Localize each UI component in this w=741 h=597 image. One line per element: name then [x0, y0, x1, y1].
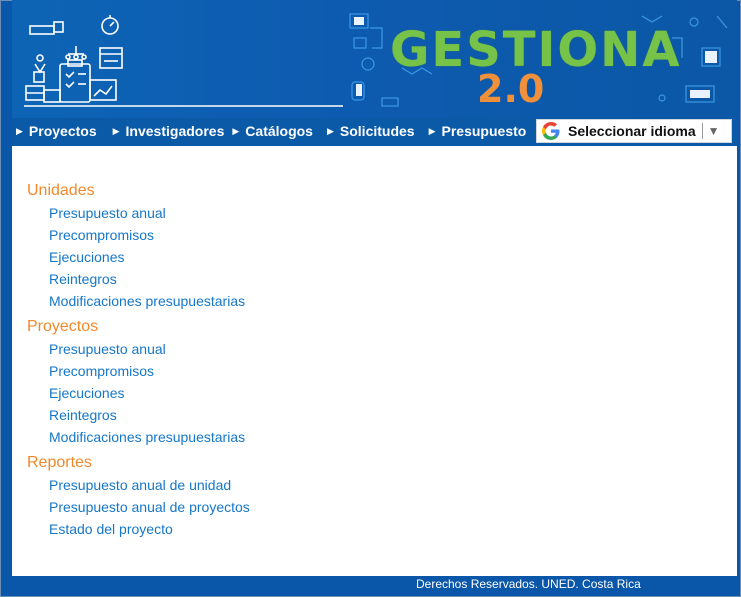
google-icon: [541, 121, 561, 141]
dropdown-arrow-icon: ▼: [707, 124, 720, 138]
link-estado-proyecto[interactable]: Estado del proyecto: [49, 521, 173, 537]
language-select-label: Seleccionar idioma: [568, 123, 696, 139]
link-modificaciones-presupuestarias[interactable]: Modificaciones presupuestarias: [49, 293, 246, 309]
link-presupuesto-anual[interactable]: Presupuesto anual: [49, 205, 166, 221]
link-reintegros[interactable]: Reintegros: [49, 271, 117, 287]
nav-label: Investigadores: [125, 123, 225, 139]
triangle-right-icon: ▶: [428, 125, 436, 136]
link-presupuesto-anual[interactable]: Presupuesto anual: [49, 341, 166, 357]
nav-investigadores[interactable]: [113, 123, 225, 139]
link-reintegros[interactable]: Reintegros: [49, 407, 117, 423]
divider: [702, 123, 703, 139]
link-presupuesto-anual-unidad[interactable]: Presupuesto anual de unidad: [49, 477, 232, 493]
main-content: [12, 146, 737, 576]
link-modificaciones-presupuestarias[interactable]: Modificaciones presupuestarias: [49, 429, 246, 445]
nav-label: Presupuesto: [441, 123, 527, 139]
nav-label: Proyectos: [28, 123, 97, 139]
triangle-right-icon: ▶: [112, 125, 120, 136]
main-nav: [12, 118, 737, 144]
link-precompromisos[interactable]: Precompromisos: [49, 363, 155, 379]
nav-proyectos[interactable]: [16, 123, 97, 139]
section-title: Proyectos: [27, 318, 99, 335]
nav-label: Solicitudes: [339, 123, 415, 139]
section-proyectos: [27, 316, 245, 448]
section-title: Reportes: [27, 454, 92, 471]
footer-copyright: Derechos Reservados. UNED. Costa Rica: [416, 577, 641, 591]
logo-title: GESTIONA: [390, 22, 682, 78]
logo-version: 2.0: [477, 67, 545, 111]
section-reportes: [27, 452, 250, 540]
section-title: Unidades: [27, 182, 95, 199]
triangle-right-icon: ▶: [326, 125, 334, 136]
triangle-right-icon: ▶: [232, 125, 240, 136]
triangle-right-icon: ▶: [16, 125, 23, 136]
header: [12, 0, 737, 146]
section-unidades: [27, 180, 245, 312]
link-precompromisos[interactable]: Precompromisos: [49, 227, 155, 243]
nav-presupuesto[interactable]: [429, 123, 527, 139]
link-ejecuciones[interactable]: Ejecuciones: [49, 249, 125, 265]
nav-label: Catálogos: [245, 123, 313, 139]
footer: [12, 576, 737, 594]
nav-solicitudes[interactable]: [327, 123, 415, 139]
language-select[interactable]: [536, 119, 732, 143]
management-illustration: [18, 6, 348, 110]
nav-catalogos[interactable]: [232, 123, 313, 139]
gestiona-logo: [342, 8, 737, 114]
banner: [12, 0, 737, 118]
link-ejecuciones[interactable]: Ejecuciones: [49, 385, 125, 401]
link-presupuesto-anual-proyectos[interactable]: Presupuesto anual de proyectos: [49, 499, 250, 515]
